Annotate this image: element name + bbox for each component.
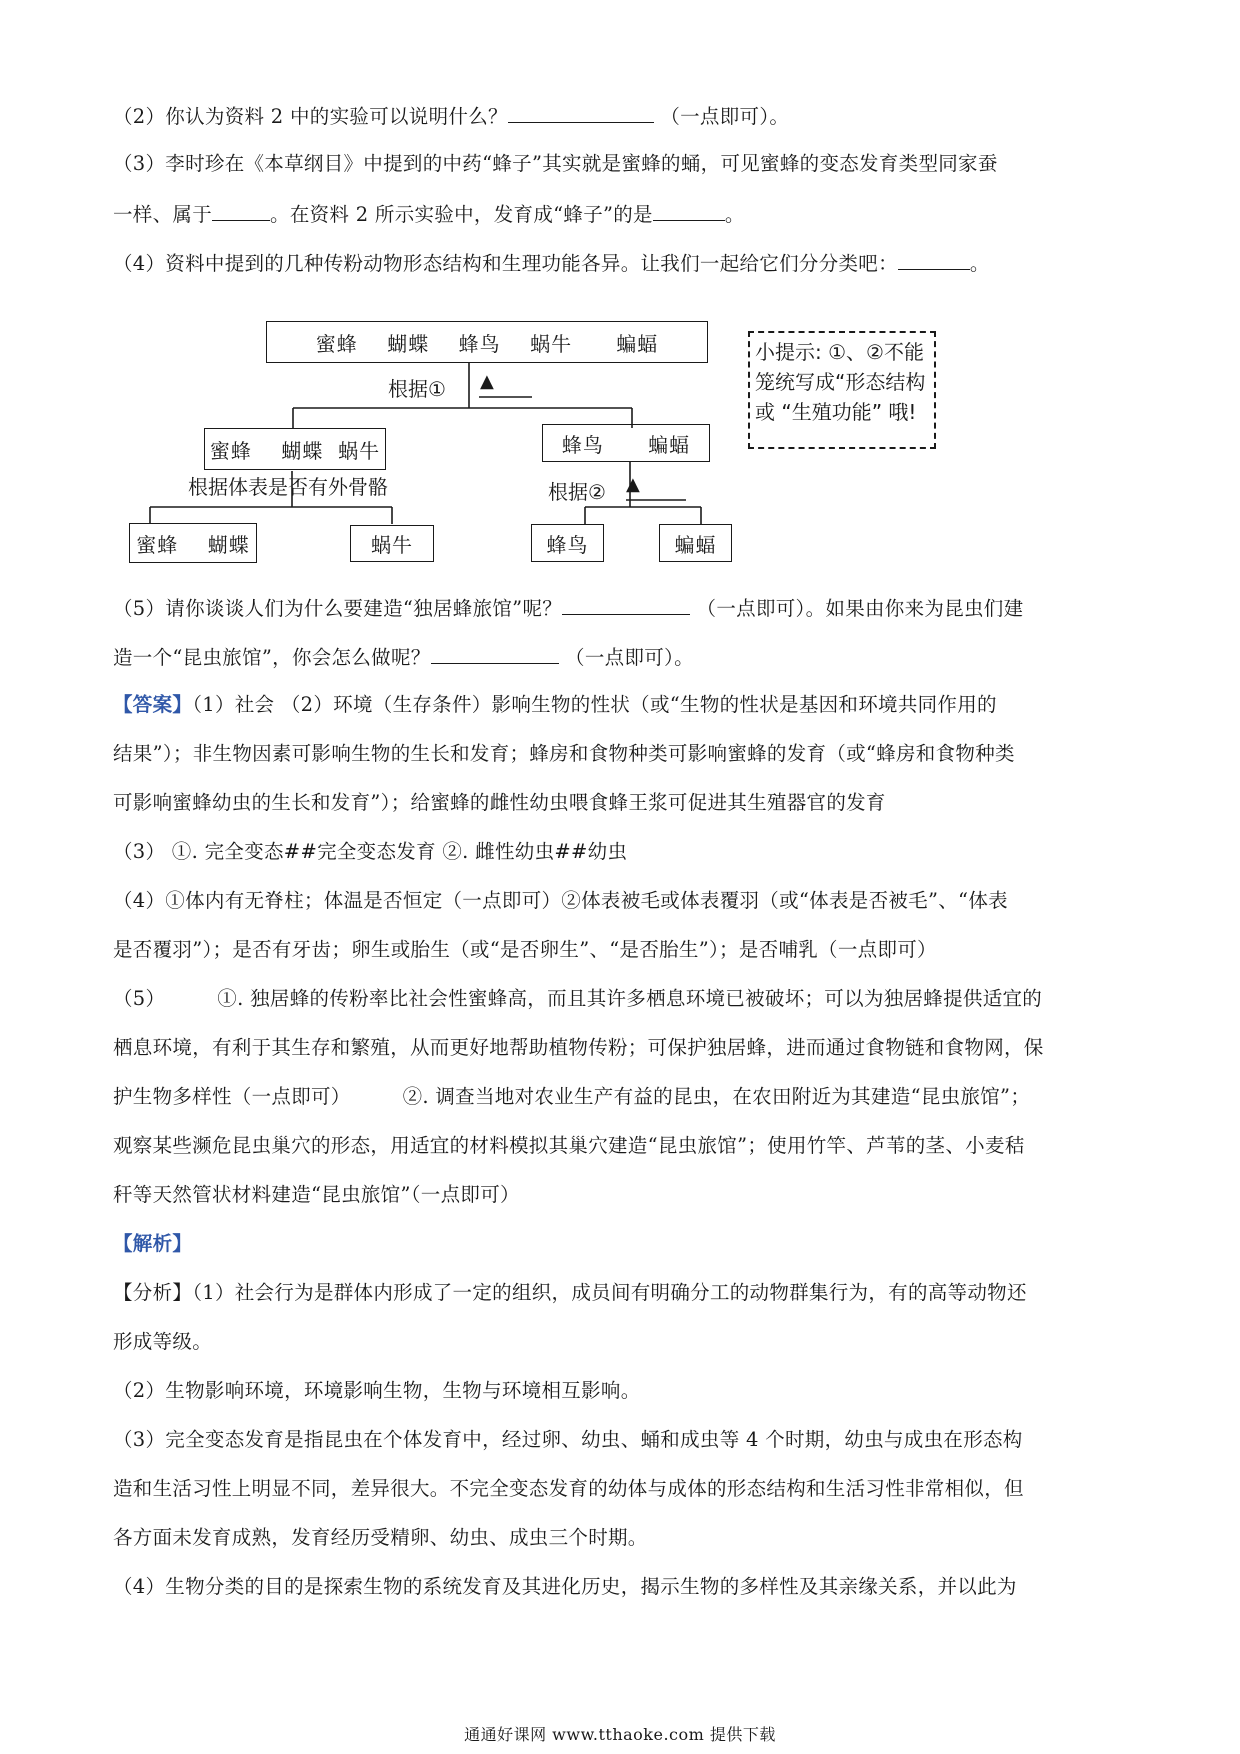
- question-2: （2）你认为资料 2 中的实验可以说明什么？ （一点即可）。: [113, 100, 1133, 132]
- answer-line-3: 可影响蜜蜂幼虫的生长和发育”）；给蜜蜂的雌性幼虫喂食蜂王浆可促进其生殖器官的发育: [113, 791, 886, 814]
- basis-exoskeleton-label: 根据体表是否有外骨骼: [188, 475, 388, 499]
- answer-line-6: 是否覆羽”）；是否有牙齿；卵生或胎生（或“是否卵生”、“是否胎生”）；是否哺乳（一点即可）: [113, 938, 937, 961]
- basis-1-label: 根据①: [388, 377, 446, 401]
- analysis-line-7: （4）生物分类的目的是探索生物的系统发育及其进化历史，揭示生物的多样性及其亲缘关系，并以此为: [113, 1575, 1017, 1598]
- answer-blank[interactable]: [431, 641, 559, 664]
- hummingbird-box: 蜂鸟: [531, 524, 604, 562]
- answer-blank[interactable]: [562, 592, 690, 615]
- analysis-line-1: 【分析】（1）社会行为是群体内形成了一定的组织，成员间有明确分工的动物群集行为，有的高等动物还: [113, 1281, 1027, 1304]
- triangle-icon: ▲: [480, 371, 494, 392]
- answer-heading: 【答案】: [113, 693, 193, 716]
- question-3-line1: （3）李时珍在《本草纲目》中提到的中药“蜂子”其实就是蜜蜂的蛹，可见蜜蜂的变态发育类型同家蚕: [113, 152, 998, 175]
- question-5-line1: （5）请你谈谈人们为什么要建造“独居蜂旅馆”呢？ （一点即可）。如果由你来为昆虫们建: [113, 592, 1133, 624]
- analysis-heading: 【解析】: [113, 1232, 193, 1255]
- invertebrates-box: 蜜蜂 蝴蝶 蜗牛: [204, 428, 386, 470]
- analysis-line-6: 各方面未发育成熟，发育经历受精卵、幼虫、成虫三个时期。: [113, 1526, 648, 1549]
- analysis-line-4: （3）完全变态发育是指昆虫在个体发育中，经过卵、幼虫、蛹和成虫等 4 个时期，幼虫与成虫在形态构: [113, 1428, 1023, 1451]
- triangle-icon: ▲: [626, 474, 640, 495]
- question-5-line2: 造一个“昆虫旅馆”，你会怎么做呢？ （一点即可）。: [113, 641, 1133, 673]
- answer-line-1: 【答案】（1）社会 （2）环境（生存条件）影响生物的性状（或“生物的性状是基因和环境共同作用的: [113, 693, 997, 716]
- answer-line-10: 观察某些濒危昆虫巢穴的形态，用适宜的材料模拟其巢穴建造“昆虫旅馆”；使用竹竿、芦苇的茎、小麦秸: [113, 1134, 1025, 1157]
- analysis-subheading: 【分析】: [113, 1281, 193, 1304]
- bat-box: 蝙蝠: [659, 524, 732, 562]
- answer-line-2: 结果”）；非生物因素可影响生物的生长和发育；蜂房和食物种类可影响蜜蜂的发育（或“蜂房和食物种类: [113, 742, 1015, 765]
- answer-line-9: 护生物多样性（一点即可） ②. 调查当地对农业生产有益的昆虫，在农田附近为其建造“昆虫旅馆”；: [113, 1085, 1031, 1108]
- birds-bats-box: 蜂鸟 蝙蝠: [542, 424, 710, 462]
- snail-box: 蜗牛: [350, 525, 434, 562]
- answer-line-4: （3） ①. 完全变态##完全变态发育 ②. 雌性幼虫##幼虫: [113, 840, 628, 863]
- basis-2-label: 根据②: [548, 480, 606, 504]
- question-4: （4）资料中提到的几种传粉动物形态结构和生理功能各异。让我们一起给它们分分类吧： 。: [113, 247, 1133, 279]
- analysis-line-5: 造和生活习性上明显不同，差异很大。不完全变态发育的幼体与成体的形态结构和生活习性非常相似，但: [113, 1477, 1024, 1500]
- page-footer: 通通好课网 www.tthaoke.com 提供下载: [464, 1725, 776, 1744]
- all-animals-box: 蜜蜂 蝴蝶 蜂鸟 蜗牛 蝙蝠: [266, 321, 708, 363]
- answer-line-5: （4）①体内有无脊柱；体温是否恒定（一点即可）②体表被毛或体表覆羽（或“体表是否被毛”、“体表: [113, 889, 1008, 912]
- question-3-line2: 一样、属于 。在资料 2 所示实验中，发育成“蜂子”的是 。: [113, 198, 1133, 230]
- answer-line-7: （5） ①. 独居蜂的传粉率比社会性蜜蜂高，而且其许多栖息环境已被破坏；可以为独居蜂提供适宜的: [113, 987, 1043, 1010]
- answer-line-8: 栖息环境，有利于其生存和繁殖，从而更好地帮助植物传粉；可保护独居蜂，进而通过食物链和食物网，保: [113, 1036, 1044, 1059]
- diagram-connectors: [0, 0, 1240, 600]
- answer-line-11: 秆等天然管状材料建造“昆虫旅馆”（一点即可）: [113, 1183, 520, 1206]
- insects-box: 蜜蜂 蝴蝶: [129, 523, 257, 563]
- analysis-line-2: 形成等级。: [113, 1330, 213, 1353]
- hint-box: 小提示: ①、②不能 笼统写成“形态结构 或 “生殖功能” 哦!: [748, 331, 936, 449]
- analysis-line-3: （2）生物影响环境，环境影响生物，生物与环境相互影响。: [113, 1379, 641, 1402]
